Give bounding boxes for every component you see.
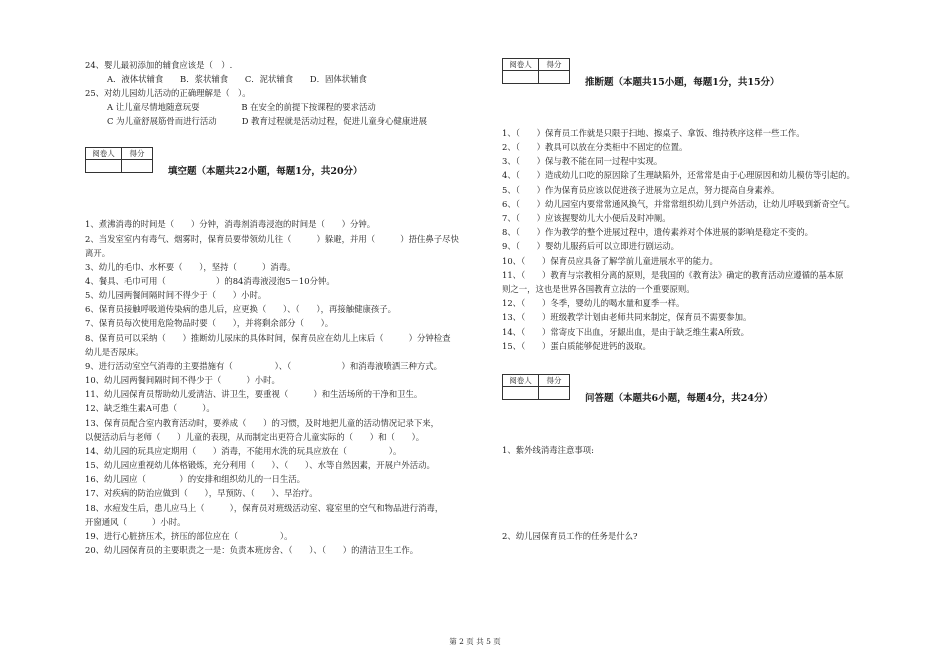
fill-item: 离开。 bbox=[85, 248, 111, 258]
score-label: 得分 bbox=[539, 375, 569, 387]
reviewer-label: 阅卷人 bbox=[503, 59, 539, 71]
score-box-fill bbox=[85, 147, 153, 173]
fill-item: 15、幼儿园应重视幼儿体格锻炼，充分利用（ ）、（ ）、水等自然因素，开展户外活动。 bbox=[85, 460, 435, 470]
fill-item: 5、幼儿园两餐间隔时间不得少于（ ）小时。 bbox=[85, 290, 267, 300]
judge-item: 2、（ ）教具可以放在分类柜中不固定的位置。 bbox=[502, 142, 688, 152]
judge-item: 14、（ ）常寄皮下出血，牙龈出血，是由于缺乏维生素A所致。 bbox=[502, 327, 750, 337]
reviewer-label: 阅卷人 bbox=[86, 148, 122, 160]
fill-item: 8、保育员可以采纳（ ）推断幼儿尿床的具体时间，保育员应在幼儿上床后（ ）分钟检查 bbox=[85, 333, 451, 343]
judge-item: 3、（ ）保与教不能在同一过程中实现。 bbox=[502, 156, 663, 166]
judge-item: 10、（ ）保育员应具备了解学前儿童进展水平的能力。 bbox=[502, 256, 718, 266]
judge-item: 1、（ ）保育员工作就是只限于扫地、擦桌子、拿饭、维持秩序这样一些工作。 bbox=[502, 128, 805, 138]
judge-item: 4、（ ）造成幼儿口吃的原因除了生理缺陷外，还常常是由于心理原因和幼儿模仿等引起的。 bbox=[502, 170, 855, 180]
reviewer-label: 阅卷人 bbox=[503, 375, 539, 387]
fill-item: 18、水痘发生后，患儿应马上（ ），保育员对班级活动室、寝室里的空气和物品进行消毒， bbox=[85, 503, 444, 513]
score-label: 得分 bbox=[539, 59, 569, 71]
judge-item: 9、（ ）婴幼儿服药后可以立即进行剧运动。 bbox=[502, 241, 680, 251]
fill-item: 9、进行活动室空气消毒的主要措施有（ ）、（ ）和消毒液喷洒三种方式。 bbox=[85, 361, 443, 371]
judge-item: 6、（ ）幼儿园室内要常常通风换气，并常常组织幼儿到户外活动，让幼儿呼吸到新奇空气。 bbox=[502, 199, 855, 209]
fill-item: 16、幼儿园应（ ）的安排和组织幼儿的一日生活。 bbox=[85, 474, 306, 484]
qa-section-title: 问答题（本题共6小题，每题4分，共24分） bbox=[585, 393, 773, 404]
page-footer: 第 2 页 共 5 页 bbox=[449, 637, 501, 646]
score-label: 得分 bbox=[122, 148, 152, 160]
judge-item: 13、（ ）班级教学计划由老师共同来制定，保育员不需要参加。 bbox=[502, 312, 752, 322]
fill-item: 19、进行心脏挤压术，挤压的部位应在（ ）。 bbox=[85, 531, 293, 541]
fill-item: 11、幼儿园保育员帮助幼儿爱清洁、讲卫生，要重视（ ）和生活场所的干净和卫生。 bbox=[85, 389, 423, 399]
fill-item: 以便活动后与老师（ ）儿童的表现，从而制定出更符合儿童实际的（ ）和（ ）。 bbox=[85, 432, 425, 442]
fill-item: 开窗通风（ ）小时。 bbox=[85, 517, 186, 527]
score-cell bbox=[539, 387, 569, 399]
fill-item: 10、幼儿园两餐间隔时间不得少于（ ）小时。 bbox=[85, 375, 280, 385]
qa-item: 2、幼儿园保育员工作的任务是什么? bbox=[502, 531, 638, 541]
reviewer-cell bbox=[503, 71, 539, 83]
fill-item: 20、幼儿园保育员的主要职责之一是：负责本班房舍、（ ）、（ ）的清洁卫生工作。 bbox=[85, 545, 419, 555]
reviewer-cell bbox=[503, 387, 539, 399]
fill-section-title: 填空题（本题共22小题，每题1分，共20分） bbox=[168, 166, 363, 177]
fill-item: 4、餐具、毛巾可用（ ）的84消毒液浸泡5－10分钟。 bbox=[85, 276, 335, 286]
fill-item: 6、保育员接触呼吸道传染病的患儿后，应更换（ ）、（ ），再接触健康孩子。 bbox=[85, 304, 396, 314]
mc-question-24: 24、婴儿最初添加的辅食应该是（ ）. bbox=[85, 60, 233, 70]
fill-item: 12、缺乏维生素A可患（ ）。 bbox=[85, 403, 215, 413]
score-cell bbox=[539, 71, 569, 83]
mc-options-25-ab: A 让儿童尽情地随意玩耍 B 在安全的前提下按课程的要求活动 bbox=[107, 102, 376, 112]
fill-item: 7、保育员每次使用危险物品时要（ ），并将剩余部分（ ）。 bbox=[85, 318, 334, 328]
mc-options-24: A．液体状辅食 B．浆状辅食 C．泥状辅食 D．固体状辅食 bbox=[107, 74, 367, 84]
score-cell bbox=[122, 160, 152, 172]
qa-item: 1、紫外线消毒注意事项: bbox=[502, 445, 594, 455]
judge-item: 11、（ ）教育与宗教相分离的原则，是我国的《教育法》确定的教育活动应遵循的基本原 bbox=[502, 270, 844, 280]
fill-item: 1、煮沸消毒的时间是（ ）分钟，消毒剂消毒浸泡的时间是（ ）分钟。 bbox=[85, 219, 376, 229]
fill-item: 17、对疾病的防治应做到（ ），早预防、（ ）、早治疗。 bbox=[85, 488, 318, 498]
judge-section-title: 推断题（本题共15小题，每题1分，共15分） bbox=[585, 77, 780, 88]
mc-question-25: 25、对幼儿园幼儿活动的正确理解是（ ）。 bbox=[85, 88, 251, 98]
fill-item: 幼儿是否尿床。 bbox=[85, 347, 144, 357]
reviewer-cell bbox=[86, 160, 122, 172]
judge-item: 5、（ ）作为保育员应该以促进孩子进展为立足点，努力提高自身素养。 bbox=[502, 185, 780, 195]
score-box-judge bbox=[502, 58, 570, 84]
judge-item: 12、（ ）冬季，婴幼儿的喝水量和夏季一样。 bbox=[502, 298, 685, 308]
fill-item: 14、幼儿园的玩具应定期用（ ）消毒，不能用水洗的玩具应放在（ ）。 bbox=[85, 446, 402, 456]
judge-item: 7、（ ）应该握婴幼儿大小便后及时冲厕。 bbox=[502, 213, 671, 223]
judge-item: 15、（ ）蛋白质能够促进钙的汲取。 bbox=[502, 341, 651, 351]
fill-item: 13、保育员配合室内教育活动时，要养成（ ）的习惯，及时地把儿童的活动情况记录下来， bbox=[85, 418, 440, 428]
fill-item: 2、当发室室内有毒气、烟雾时，保育员要带领幼儿往（ ）躲避，并用（ ）捂住鼻子尽快 bbox=[85, 234, 459, 244]
score-box-qa bbox=[502, 374, 570, 400]
fill-item: 3、幼儿的毛巾、水杯要（ ），坚持（ ）消毒。 bbox=[85, 262, 296, 272]
mc-options-25-cd: C 为儿童舒展筋骨而进行活动 D 教育过程就是活动过程，促进儿童身心健康进展 bbox=[107, 116, 427, 126]
judge-item: 8、（ ）作为教学的整个进展过程中，遗传素养对个体进展的影响是稳定不变的。 bbox=[502, 227, 814, 237]
judge-item: 则之一，这也是世界各国教育立法的一个重要原则。 bbox=[502, 284, 695, 294]
